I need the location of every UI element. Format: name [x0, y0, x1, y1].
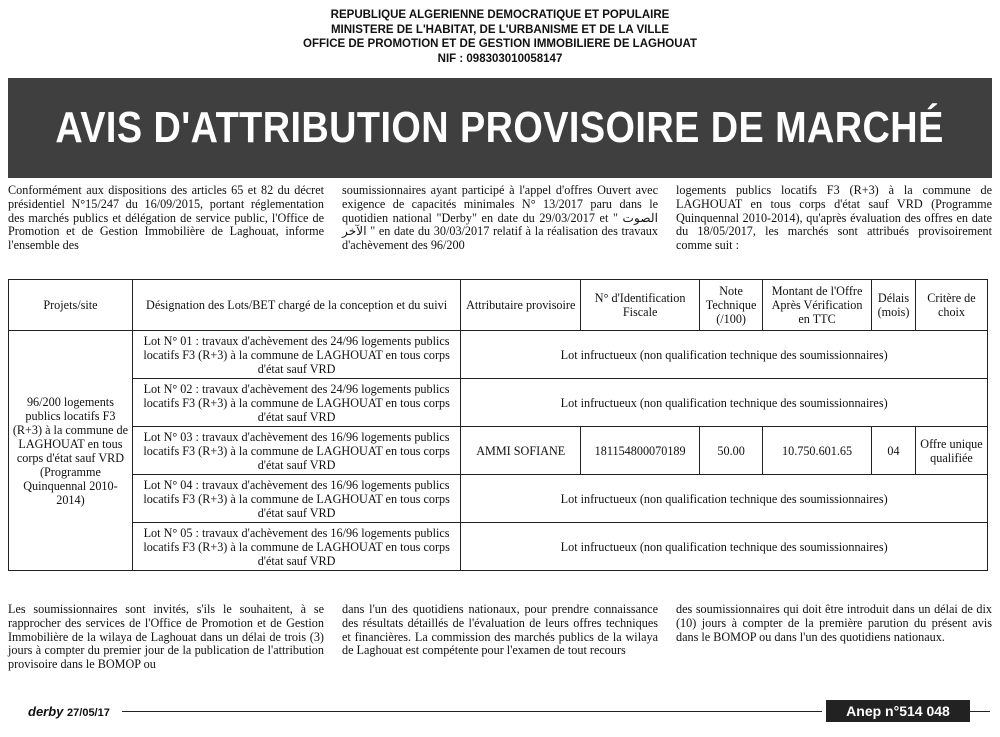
header-office: OFFICE DE PROMOTION ET DE GESTION IMMOBILIERE DE LAGHOUAT	[303, 38, 697, 50]
lot-note: 50.00	[700, 427, 763, 475]
col-header-delais: Délais (mois)	[872, 280, 916, 331]
lot-status: Lot infructueux (non qualification technique des soumissionnaires)	[461, 475, 988, 523]
table-row	[9, 523, 988, 571]
lot-critere: Offre unique qualifiée	[915, 427, 987, 475]
table-header-row	[9, 280, 988, 331]
anep-reference: Anep n°514 048	[826, 700, 970, 722]
lot-delais: 04	[872, 427, 916, 475]
intro-text	[8, 184, 992, 253]
table-row	[9, 427, 988, 475]
col-header-designation: Désignation des Lots/BET chargé de la conception et du suivi	[132, 280, 460, 331]
lot-montant: 10.750.601.65	[763, 427, 872, 475]
outro-col-1: Les soumissionnaires sont invités, s'ils le souhaitent, à se rapprocher des services de l'Office de Promotion et de Gestion Immobilière de la wilaya de Laghouat dans un délai de trois (3) jours à compter du premier jour de la publication de l'attribution provisoire dans le BOMOP ou	[8, 602, 324, 672]
footer-divider-end	[970, 711, 990, 712]
page-title: AVIS D'ATTRIBUTION PROVISOIRE DE MARCHÉ	[55, 103, 945, 152]
col-header-attributaire: Attributaire provisoire	[461, 280, 581, 331]
lot-designation: Lot N° 02 : travaux d'achèvement des 24/96 logements publics locatifs F3 (R+3) à la commune de LAGHOUAT en tous corps d'état sauf VRD	[132, 379, 460, 427]
lot-status: Lot infructueux (non qualification technique des soumissionnaires)	[461, 379, 988, 427]
project-cell: 96/200 logements publics locatifs F3 (R+3) à la commune de LAGHOUAT en tous corps d'état sauf VRD (Programme Quinquennal 2010-2014)	[9, 331, 133, 571]
header-ministry: MINISTERE DE L'HABITAT, DE L'URBANISME ET DE LA VILLE	[330, 23, 670, 36]
header-nif: NIF : 098303010058147	[437, 52, 563, 65]
lot-status: Lot infructueux (non qualification technique des soumissionnaires)	[461, 331, 988, 379]
outro-col-3: des soumissionnaires qui doit être introduit dans un délai de dix (10) jours à compter de la première parution du présent avis dans le BOMOP ou dans l'un des quotidiens nationaux.	[676, 602, 992, 644]
header-republic: REPUBLIQUE ALGERIENNE DEMOCRATIQUE ET POPULAIRE	[330, 9, 670, 21]
attribution-table	[8, 279, 988, 571]
table-row	[9, 475, 988, 523]
col-header-note: Note Technique (/100)	[700, 280, 763, 331]
outro-text	[8, 603, 992, 672]
intro-col-2: soumissionnaires ayant participé à l'appel d'offres Ouvert avec exigence de capacités minimales N° 13/2017 paru dans le quotidien national "Derby" en date du 29/03/2017 et " الصوت الآخر " en date du 30/03/2017 relatif à la réalisation des travaux d'achèvement des 96/200	[342, 183, 658, 253]
outro-col-2: dans l'un des quotidiens nationaux, pour prendre connaissance des résultats détaillés de l'évaluation de leurs offres techniques et financières. La commission des marchés publics de la wilaya de Laghouat est compétente pour l'examen de tout recours	[342, 602, 658, 658]
col-header-critere: Critère de choix	[915, 280, 987, 331]
lot-status: Lot infructueux (non qualification technique des soumissionnaires)	[461, 523, 988, 571]
table-row	[9, 331, 988, 379]
lot-nif: 181154800070189	[581, 427, 700, 475]
col-header-nif: N° d'Identification Fiscale	[581, 280, 700, 331]
col-header-projets: Projets/site	[9, 280, 133, 331]
lot-designation: Lot N° 04 : travaux d'achèvement des 16/96 logements publics locatifs F3 (R+3) à la commune de LAGHOUAT en tous corps d'état sauf VRD	[132, 475, 460, 523]
footer-divider	[122, 711, 822, 712]
newspaper-logo: derby	[28, 704, 64, 719]
lot-designation: Lot N° 05 : travaux d'achèvement des 16/96 logements publics locatifs F3 (R+3) à la commune de LAGHOUAT en tous corps d'état sauf VRD	[132, 523, 460, 571]
lot-attributaire: AMMI SOFIANE	[461, 427, 581, 475]
lot-designation: Lot N° 03 : travaux d'achèvement des 16/96 logements publics locatifs F3 (R+3) à la commune de LAGHOUAT en tous corps d'état sauf VRD	[132, 427, 460, 475]
intro-col-1: Conformément aux dispositions des articles 65 et 82 du décret présidentiel N°15/247 du 16/09/2015, portant réglementation des marchés publics et délégation de service public, l'Office de Promotion et de Gestion Immobilière de Laghouat, informe l'ensemble des	[8, 183, 324, 253]
footer-date: 27/05/17	[67, 707, 110, 719]
header-block	[0, 8, 1000, 66]
table-row	[9, 379, 988, 427]
col-header-montant: Montant de l'Offre Après Vérification en TTC	[763, 280, 872, 331]
lot-designation: Lot N° 01 : travaux d'achèvement des 24/96 logements publics locatifs F3 (R+3) à la commune de LAGHOUAT en tous corps d'état sauf VRD	[132, 331, 460, 379]
title-banner	[8, 78, 992, 178]
footer-brand	[28, 704, 110, 719]
intro-col-3: logements publics locatifs F3 (R+3) à la commune de LAGHOUAT en tous corps d'état sauf VRD (Programme Quinquennal 2010-2014), qu'après évaluation des offres en date du 18/05/2017, les marchés sont attribués provisoirement comme suit :	[676, 183, 992, 253]
